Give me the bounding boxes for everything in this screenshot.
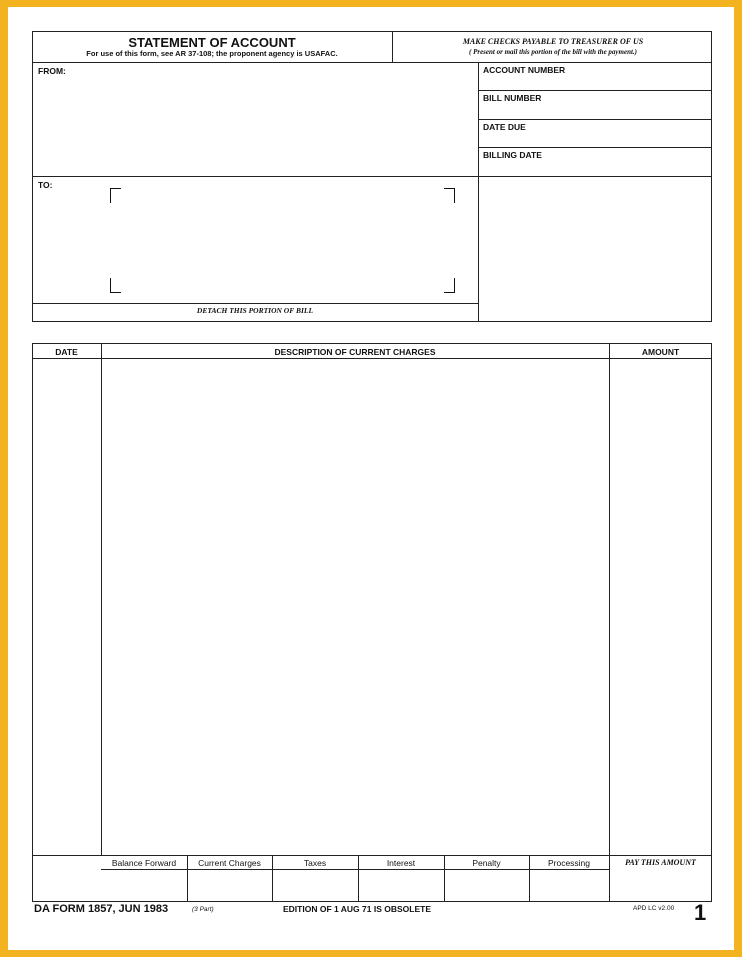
from-field[interactable] xyxy=(32,62,478,176)
form-page xyxy=(8,7,734,950)
pay-this-amount-field[interactable] xyxy=(609,870,712,902)
balance-forward-field[interactable] xyxy=(101,870,187,902)
interest-label: Interest xyxy=(386,858,416,868)
account-number-field[interactable] xyxy=(478,62,712,90)
amount-column-body[interactable] xyxy=(609,359,712,855)
taxes-field[interactable] xyxy=(272,870,358,902)
interest-field[interactable] xyxy=(358,870,444,902)
form-parts: (3 Part) xyxy=(192,906,214,913)
amount-column-header: AMOUNT xyxy=(641,347,680,357)
payable-line: MAKE CHECKS PAYABLE TO TREASURER OF US xyxy=(462,37,644,46)
penalty-field[interactable] xyxy=(444,870,529,902)
bill-number-label: BILL NUMBER xyxy=(483,93,542,103)
account-number-label: ACCOUNT NUMBER xyxy=(483,65,566,75)
form-title: STATEMENT OF ACCOUNT xyxy=(128,35,296,50)
bill-number-field[interactable] xyxy=(478,90,712,119)
processing-field[interactable] xyxy=(529,870,609,902)
processing-label: Processing xyxy=(547,858,591,868)
address-corner-bottom-right xyxy=(444,278,455,293)
taxes-label: Taxes xyxy=(303,858,327,868)
title-divider xyxy=(392,31,393,63)
detach-top-rule xyxy=(32,303,478,304)
detach-notice: DETACH THIS PORTION OF BILL xyxy=(196,306,314,315)
date-due-label: DATE DUE xyxy=(483,122,526,132)
edition-notice: EDITION OF 1 AUG 71 IS OBSOLETE xyxy=(283,904,431,914)
form-id: DA FORM 1857, JUN 1983 xyxy=(34,903,169,915)
billing-date-rule xyxy=(478,176,712,177)
date-due-field[interactable] xyxy=(478,119,712,147)
address-corner-bottom-left xyxy=(110,278,121,293)
address-corner-top-left xyxy=(110,188,121,203)
billing-date-field[interactable] xyxy=(478,147,712,176)
address-corner-top-right xyxy=(444,188,455,203)
description-column-header: DESCRIPTION OF CURRENT CHARGES xyxy=(274,347,436,357)
to-label: TO: xyxy=(38,180,53,190)
form-version: APD LC v2.00 xyxy=(633,905,675,912)
description-column-body[interactable] xyxy=(101,359,609,855)
balance-forward-label: Balance Forward xyxy=(111,858,177,868)
billing-date-label: BILLING DATE xyxy=(483,150,542,160)
page-number: 1 xyxy=(694,900,707,925)
pay-this-amount-label: PAY THIS AMOUNT xyxy=(625,858,696,867)
payable-instruction: ( Present or mail this portion of the bill with the payment.) xyxy=(468,48,637,56)
current-charges-field[interactable] xyxy=(187,870,272,902)
penalty-label: Penalty xyxy=(472,858,501,868)
form-subtitle: For use of this form, see AR 37-108; the proponent agency is USAFAC. xyxy=(86,49,338,58)
date-column-body[interactable] xyxy=(32,359,101,855)
current-charges-label: Current Charges xyxy=(198,858,261,868)
from-label: FROM: xyxy=(38,66,66,76)
to-field[interactable] xyxy=(32,176,478,303)
summary-top-rule xyxy=(32,855,712,856)
date-column-header: DATE xyxy=(55,347,78,357)
